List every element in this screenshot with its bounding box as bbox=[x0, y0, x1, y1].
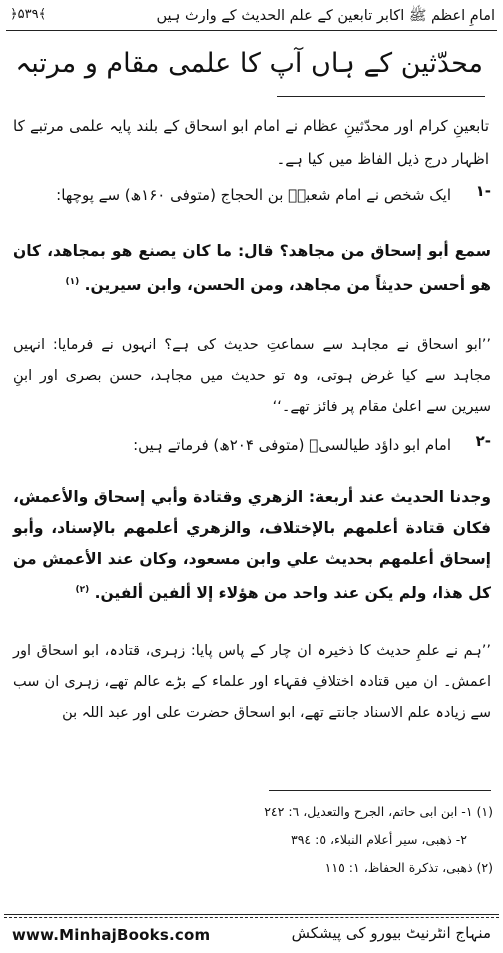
item-2-urdu-translation: ’’ہم نے علمِ حدیث کا ذخیرہ ان چار کے پاس پایا: زہری، قتادہ، ابو اسحاق اور اعمش۔ ان میں قتادہ اختلافِ فقہاء اور علماء کے بڑے عالم تھے، زہری ان سب سے زیادہ علم الاسناد جانتے تھے، ابو اسحاق حضرت علی اور عبد اللہ بن bbox=[13, 643, 491, 721]
item-1-arabic-quote bbox=[13, 236, 491, 301]
running-title: امامِ اعظم ﷺ اکابر تابعین کے علم الحدیث کے وارث ہیں bbox=[156, 8, 495, 24]
footnote-1b: ٢- ذهبی، سير أعلام النبلاء، ٥: ٣٩٤ bbox=[290, 832, 467, 847]
page-number: ﴿۵۳۹﴾ bbox=[10, 7, 47, 22]
footer-divider bbox=[4, 914, 499, 915]
item-1-arabic-ref: (١) bbox=[65, 277, 80, 287]
item-1-number: ١- bbox=[475, 182, 491, 200]
item-2-arabic-ref: (٢) bbox=[75, 585, 90, 595]
footer-divider-dashed bbox=[4, 917, 499, 918]
website-url: www.MinhajBooks.com bbox=[12, 926, 211, 944]
item-1-urdu-translation: ’’ابو اسحاق نے مجاہد سے سماعتِ حدیث کی ہے؟ انہوں نے فرمایا: انہیں مجاہد سے کیا غرض ہوتی، وہ تو حدیث میں مجاہد، حسن بصری اور ابنِ سیرین سے اعلیٰ مقام پر فائز تھے۔‘‘ bbox=[13, 337, 491, 415]
item-1-arabic-text: سمع أبو إسحاق من مجاهد؟ قال: ما كان يصنع هو بمجاهد، كان هو أحسن حديثاً من مجاهد، ومن الحسن، وابن سيرين. bbox=[13, 242, 491, 295]
running-header bbox=[0, 4, 503, 30]
footnote-divider bbox=[269, 790, 491, 791]
item-1-text: ایک شخص نے امام شعبہؒ بن الحجاج (متوفی ۱۶۰ھ) سے پوچھا: bbox=[56, 186, 451, 204]
item-2-text: امام ابو داؤد طیالسیؒ (متوفی ۲۰۴ھ) فرماتے ہیں: bbox=[133, 436, 451, 454]
publisher-credit: منہاج انٹرنیٹ بیورو کی پیشکش bbox=[291, 924, 491, 942]
chapter-underline bbox=[277, 96, 485, 97]
item-2-arabic-text: وجدنا الحديث عند أربعة: الزهري وقتادة وأبي إسحاق والأعمش، فكان قتادة أعلمهم بالإختلاف، والزهري أعلمهم بالإسناد، وأبو إسحاق أعلمهم بحديث علي وابن مسعود، وكان عند الأعمش من كل هذا، ولم يكن عند واحد من هؤلاء إلا ألفين ألفين. bbox=[13, 488, 491, 603]
footnote-2: (٢) ذهبی، تذكرة الحفاظ، ١: ١١٥ bbox=[324, 860, 493, 875]
item-2-arabic-quote bbox=[13, 482, 491, 609]
intro-paragraph: تابعینِ کرام اور محدّثینِ عظام نے امام ابو اسحاق کے بلند پایہ علمی مرتبے کا اظہار درج ذیل الفاظ میں کیا ہے۔ bbox=[13, 117, 489, 168]
item-2-number: ٢- bbox=[475, 432, 491, 450]
chapter-title: محدّثین کے ہاں آپ کا علمی مقام و مرتبہ bbox=[15, 48, 483, 79]
footnote-1a: (١) ١- ابن ابی حاتم، الجرح والتعديل، ٦: ٢٤٢ bbox=[264, 804, 493, 819]
header-divider bbox=[6, 30, 497, 31]
